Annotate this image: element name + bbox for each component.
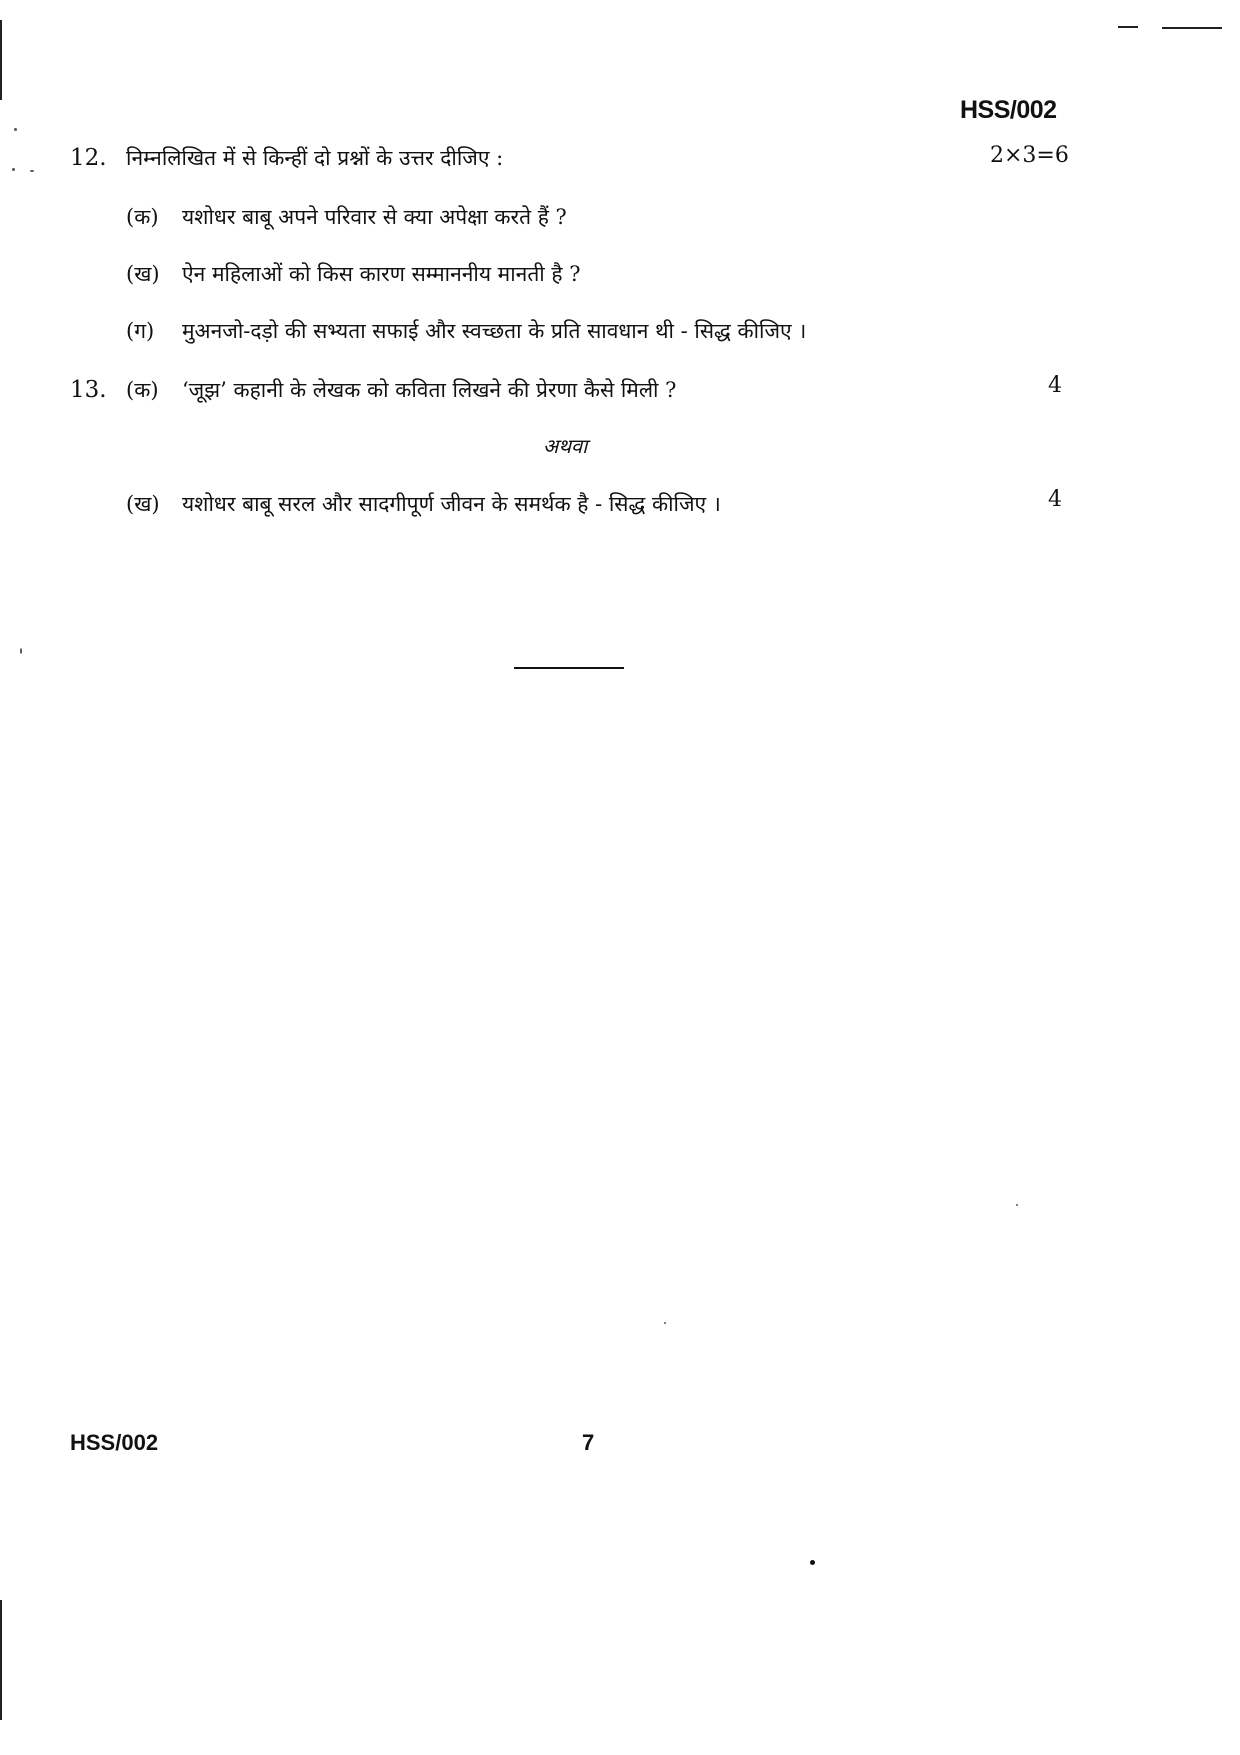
scan-speck [20, 648, 22, 654]
scan-speck [14, 128, 17, 131]
end-of-questions-rule [514, 667, 624, 669]
question-12-part-c-label: (ग) [126, 319, 155, 343]
paper-code-header: HSS/002 [960, 96, 1057, 124]
question-13-part-b-label: (ख) [126, 492, 160, 516]
question-12-part-a-text: यशोधर बाबू अपने परिवार से क्या अपेक्षा करते हैं ? [182, 205, 567, 229]
question-12-part-a-label: (क) [126, 205, 159, 229]
question-13-part-b-text: यशोधर बाबू सरल और सादगीपूर्ण जीवन के समर्थक है - सिद्ध कीजिए । [182, 492, 721, 516]
scan-speck [664, 1322, 666, 1324]
scan-edge-mark-bottom-left [0, 1600, 2, 1720]
question-13-number: 13. [70, 377, 107, 403]
question-12-number: 12. [70, 145, 107, 171]
question-13-or-label: अथवा [543, 434, 588, 458]
question-13-part-a-label: (क) [126, 378, 159, 402]
page-number: 7 [582, 1430, 595, 1455]
scan-speck [1016, 1204, 1018, 1206]
question-12-instruction: निम्नलिखित में से किन्हीं दो प्रश्नों के उत्तर दीजिए : [126, 146, 504, 170]
paper-code-footer: HSS/002 [70, 1430, 159, 1455]
question-13-part-a-text: ‘जूझ’ कहानी के लेखक को कविता लिखने की प्रेरणा कैसे मिली ? [182, 378, 677, 402]
question-13-part-a-marks: 4 [1048, 373, 1062, 398]
scan-speck [12, 168, 15, 171]
question-12-part-b-label: (ख) [126, 262, 160, 286]
scan-edge-mark-top-right-2 [1162, 27, 1222, 29]
scan-speck [30, 170, 34, 172]
scan-edge-mark-top-right-1 [1118, 26, 1138, 28]
question-13-part-b-marks: 4 [1048, 487, 1062, 512]
question-12-part-b-text: ऐन महिलाओं को किस कारण सम्माननीय मानती है ? [182, 262, 581, 286]
scan-edge-mark-top-left [0, 20, 2, 100]
scan-speck [810, 1560, 815, 1565]
question-12-part-c-text: मुअनजो-दड़ो की सभ्यता सफाई और स्वच्छता के प्रति सावधान थी - सिद्ध कीजिए । [182, 319, 807, 343]
question-12-marks: 2×3=6 [990, 143, 1069, 168]
